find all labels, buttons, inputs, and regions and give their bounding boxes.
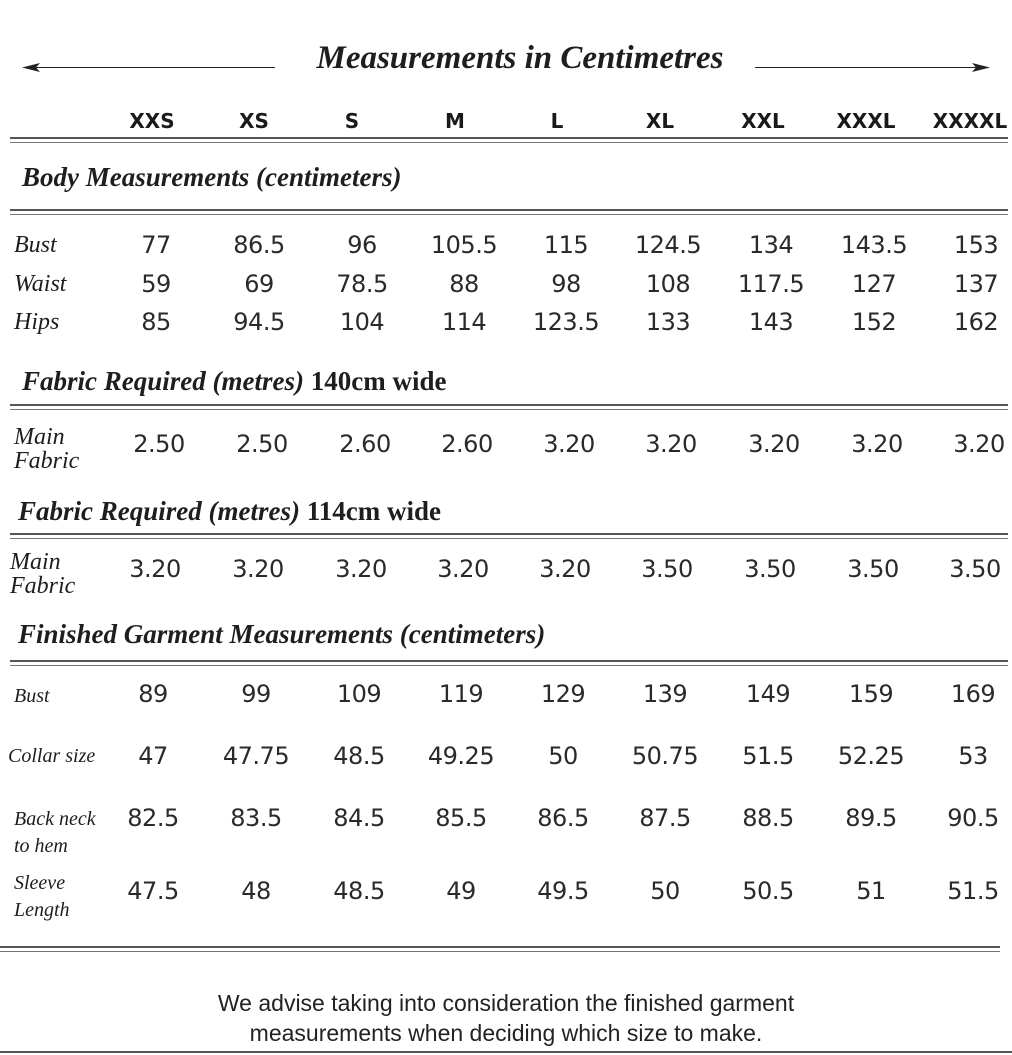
- section-heading-finished: Finished Garment Measurements (centimeters): [18, 619, 546, 649]
- table-cell: 88.5: [742, 804, 794, 832]
- table-cell: 159: [848, 680, 894, 708]
- table-cell: 48: [241, 877, 271, 905]
- table-cell: 153: [953, 231, 999, 259]
- table-cell: 48.5: [333, 742, 385, 770]
- row-label-line-1: Bust: [14, 685, 50, 707]
- table-cell: 3.20: [232, 555, 284, 583]
- table-cell: 3.20: [851, 430, 903, 458]
- arrow-left-icon: [22, 61, 40, 74]
- footer-line-2: measurements when deciding which size to make.: [249, 1020, 763, 1046]
- row-label: [14, 870, 70, 924]
- table-cell: 94.5: [233, 308, 285, 336]
- size-header-s: S: [344, 109, 360, 133]
- table-cell: 115: [543, 231, 589, 259]
- arrow-right-icon: [972, 61, 990, 74]
- table-cell: 3.20: [543, 430, 595, 458]
- table-cell: 99: [241, 680, 271, 708]
- table-cell: 143.5: [840, 231, 908, 259]
- table-cell: 3.20: [748, 430, 800, 458]
- row-label-line-2: Fabric: [10, 573, 76, 599]
- size-header-xl: XL: [645, 109, 675, 133]
- table-cell: 3.20: [539, 555, 591, 583]
- table-cell: 2.50: [236, 430, 288, 458]
- table-cell: 51: [856, 877, 886, 905]
- table-cell: 47: [138, 742, 168, 770]
- row-label-line-2: to hem: [14, 835, 68, 857]
- table-cell: 82.5: [127, 804, 179, 832]
- row-label: [14, 683, 50, 710]
- table-cell: 53: [958, 742, 988, 770]
- bottom-divider: [0, 946, 1000, 952]
- table-cell: 3.20: [953, 430, 1005, 458]
- table-cell: 88: [449, 270, 479, 298]
- table-cell: 50: [548, 742, 578, 770]
- table-cell: 129: [540, 680, 586, 708]
- table-cell: 78.5: [336, 270, 388, 298]
- row-label: [10, 550, 75, 598]
- table-cell: 109: [336, 680, 382, 708]
- table-cell: 3.20: [129, 555, 181, 583]
- table-cell: 87.5: [639, 804, 691, 832]
- divider: [10, 404, 1008, 410]
- table-cell: 98: [551, 270, 581, 298]
- table-cell: 137: [953, 270, 999, 298]
- table-cell: 143: [748, 308, 794, 336]
- table-cell: 108: [645, 270, 691, 298]
- row-label: [14, 425, 79, 473]
- table-cell: 52.25: [837, 742, 905, 770]
- size-header-xxxxl: XXXXL: [932, 109, 1008, 133]
- table-cell: 127: [851, 270, 897, 298]
- right-arrow-line: [755, 67, 980, 68]
- table-cell: 104: [339, 308, 385, 336]
- table-cell: 51.5: [742, 742, 794, 770]
- row-label: Bust: [14, 232, 57, 258]
- footer-line-1: We advise taking into consideration the finished garment: [217, 990, 795, 1016]
- table-cell: 3.50: [641, 555, 693, 583]
- heading-width: 140cm wide: [310, 366, 447, 396]
- divider: [10, 137, 1008, 143]
- row-label-line-2: Length: [14, 899, 70, 921]
- table-cell: 48.5: [333, 877, 385, 905]
- table-cell: 162: [953, 308, 999, 336]
- divider: [10, 533, 1008, 539]
- table-cell: 124.5: [634, 231, 702, 259]
- table-cell: 139: [642, 680, 688, 708]
- table-cell: 50: [650, 877, 680, 905]
- page-bottom-border: [0, 1051, 1012, 1053]
- size-header-xxl: XXL: [741, 109, 785, 133]
- table-cell: 50.5: [742, 877, 794, 905]
- section-heading-fabric-140: [22, 366, 446, 397]
- row-label-line-1: Collar size: [8, 745, 96, 767]
- section-heading-body: Body Measurements (centimeters): [22, 162, 402, 192]
- page-title: Measurements in Centimetres: [316, 40, 724, 76]
- table-cell: 3.20: [437, 555, 489, 583]
- table-cell: 89.5: [845, 804, 897, 832]
- table-cell: 3.50: [847, 555, 899, 583]
- row-label-line-1: Main: [14, 424, 65, 450]
- table-cell: 2.60: [441, 430, 493, 458]
- table-cell: 86.5: [233, 231, 285, 259]
- table-cell: 3.50: [744, 555, 796, 583]
- table-cell: 123.5: [532, 308, 600, 336]
- row-label-line-2: Fabric: [14, 448, 80, 474]
- table-cell: 152: [851, 308, 897, 336]
- table-cell: 114: [441, 308, 487, 336]
- table-cell: 51.5: [947, 877, 999, 905]
- table-cell: 85: [141, 308, 171, 336]
- table-cell: 84.5: [333, 804, 385, 832]
- heading-width: 114cm wide: [306, 496, 441, 526]
- table-cell: 2.60: [339, 430, 391, 458]
- table-cell: 86.5: [537, 804, 589, 832]
- table-cell: 85.5: [435, 804, 487, 832]
- divider: [10, 209, 1008, 215]
- table-cell: 117.5: [737, 270, 805, 298]
- row-label-line-1: Sleeve: [14, 872, 66, 894]
- table-cell: 3.20: [645, 430, 697, 458]
- table-cell: 49.25: [427, 742, 495, 770]
- table-cell: 3.20: [335, 555, 387, 583]
- row-label: Waist: [14, 271, 67, 297]
- table-cell: 133: [645, 308, 691, 336]
- table-cell: 96: [347, 231, 377, 259]
- divider: [10, 660, 1008, 666]
- table-cell: 3.50: [949, 555, 1001, 583]
- row-label: [14, 806, 96, 860]
- size-header-m: M: [445, 109, 465, 133]
- table-cell: 89: [138, 680, 168, 708]
- table-cell: 59: [141, 270, 171, 298]
- heading-italic: Fabric Required (metres): [22, 366, 304, 396]
- row-label-line-1: Back neck: [14, 808, 96, 830]
- table-cell: 50.75: [631, 742, 699, 770]
- table-cell: 49.5: [537, 877, 589, 905]
- footer-note: [0, 988, 1012, 1048]
- table-cell: 83.5: [230, 804, 282, 832]
- table-cell: 90.5: [947, 804, 999, 832]
- table-cell: 169: [950, 680, 996, 708]
- size-header-xs: XS: [239, 109, 269, 133]
- table-cell: 149: [745, 680, 791, 708]
- table-cell: 2.50: [133, 430, 185, 458]
- table-cell: 47.75: [222, 742, 290, 770]
- table-cell: 47.5: [127, 877, 179, 905]
- size-header-xxs: XXS: [129, 109, 175, 133]
- table-cell: 69: [244, 270, 274, 298]
- left-arrow-line: [30, 67, 275, 68]
- table-cell: 134: [748, 231, 794, 259]
- table-cell: 105.5: [430, 231, 498, 259]
- table-cell: 119: [438, 680, 484, 708]
- table-cell: 49: [446, 877, 476, 905]
- row-label-line-1: Main: [10, 549, 61, 575]
- size-header-xxxl: XXXL: [836, 109, 896, 133]
- row-label: [8, 743, 95, 770]
- table-cell: 77: [141, 231, 171, 259]
- size-header-l: L: [550, 109, 564, 133]
- heading-italic: Fabric Required (metres): [18, 496, 300, 526]
- section-heading-fabric-114: [18, 496, 441, 527]
- row-label: Hips: [14, 309, 60, 335]
